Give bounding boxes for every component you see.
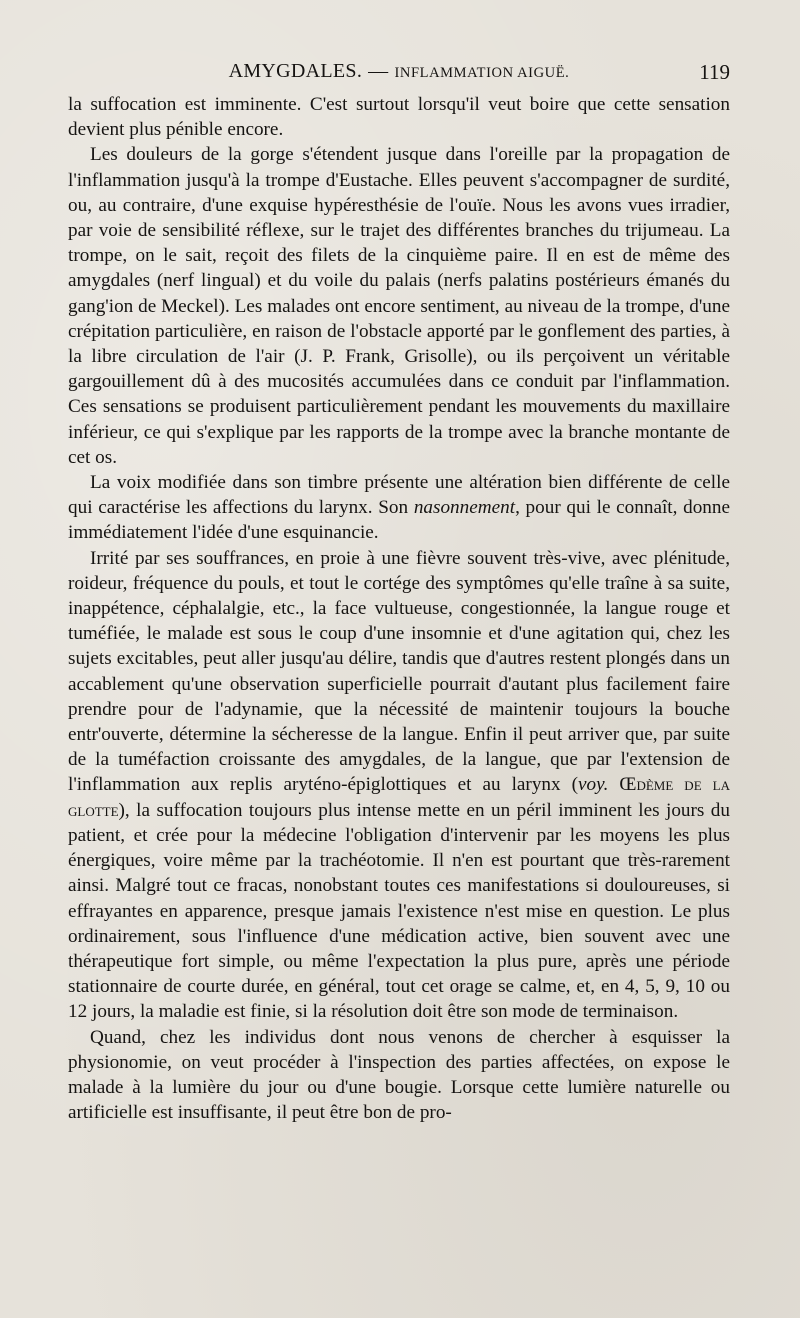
page-number: 119: [699, 60, 730, 84]
body-text: [68, 92, 730, 1125]
paragraph-5: Quand, chez les individus dont nous venons de chercher à esquisser la physionomie, on veut procéder à l'inspection des parties affectées, on expose le malade à la lumière du jour ou d'une bougie. Lorsque cette lumière naturelle ou artificielle est insuffisante, il peut être bon de pro-: [68, 1026, 730, 1124]
running-title-separator: —: [368, 60, 389, 82]
paragraph-3-part-2: , pour qui le connaît, donne immédiatement l'idée d'une esquinancie.: [68, 497, 730, 544]
running-subtitle: INFLAMMATION AIGUË.: [394, 65, 570, 81]
running-title-main: AMYGDALES.: [228, 60, 363, 82]
running-header: [68, 58, 730, 90]
paragraph-4-part-2: ), la suffocation toujours plus intense mette en un péril imminent les jours du patient, et crée pour la médecine l'obligation d'intervenir par les moyens les plus énergiques, voire même par la trachéotomie. Il n'en est pourtant que très-rarement ainsi. Malgré tout ce fracas, nonobstant toutes ces manifestations si douloureuses, si effrayantes en apparence, presque jamais l'existence n'est mise en question. Le plus ordinairement, sous l'influence d'une médication active, bien souvent avec une thérapeutique fort simple, ou même l'expectation la plus pure, après une période stationnaire de courte durée, en général, tout cet orage se calme, et, en 4, 5, 9, 10 ou 12 jours, la maladie est finie, si la résolution doit être son mode de terminaison.: [68, 799, 730, 1023]
paragraph-1: la suffocation est imminente. C'est surtout lorsqu'il veut boire que cette sensation devient plus pénible encore.: [68, 94, 730, 141]
paragraph-4: [68, 546, 730, 1025]
paragraph-3: [68, 470, 730, 546]
italic-term-nasonnement: nasonnement: [413, 497, 516, 519]
paragraph-4-part-1: Irrité par ses souffrances, en proie à une fièvre souvent très-vive, avec plénitude, roideur, fréquence du pouls, et tout le cortége des symptômes qu'elle traîne à sa suite, inappétence, céphalalgie, etc., la face vultueuse, congestionnée, la langue rouge et tuméfiée, le malade est sous le coup d'une insomnie et d'une agitation qui, chez les sujets excitables, peut aller jusqu'au délire, tandis que d'autres restent plongés dans un accablement qu'une observation superficielle pourrait d'autant plus facilement faire prendre pour de l'adynamie, que la nécessité de maintenir toujours la bouche entr'ouverte, détermine la sécheresse de la langue. Enfin il peut arriver que, par suite de la tuméfaction croissante des amygdales, de la langue, que par l'extension de l'inflammation aux replis aryténo-épiglottiques et au larynx (: [68, 547, 730, 796]
italic-voy: voy.: [578, 774, 609, 796]
running-title: [68, 60, 730, 83]
cross-reference-oedeme-glotte: Œdème de la glotte: [68, 774, 730, 821]
paragraph-2: Les douleurs de la gorge s'étendent jusque dans l'oreille par la propagation de l'inflammation jusqu'à la trompe d'Eustache. Elles peuvent s'accompagner de surdité, ou, au contraire, d'une exquise hypéresthésie de l'ouïe. Nous les avons vues irradier, par voie de sensibilité réflexe, sur le trajet des différentes branches du trijumeau. La trompe, on le sait, reçoit des filets de la cinquième paire. Il en est de même des amygdales (nerf lingual) et du voile du palais (nerfs palatins postérieurs émanés du gang'ion de Meckel). Les malades ont encore sentiment, au niveau de la trompe, d'une crépitation particulière, en raison de l'obstacle apporté par le gonflement des parties, à la libre circulation de l'air (J. P. Frank, Grisolle), ou ils perçoivent un véritable gargouillement dû à des mucosités accumulées dans ce conduit par l'inflammation. Ces sensations se produisent particulièrement pendant les mouvements du maxillaire inférieur, ce qui s'explique par les rapports de la trompe avec la branche montante de cet os.: [68, 144, 730, 468]
paragraph-3-part-1: La voix modifiée dans son timbre présente une altération bien différente de celle qui caractérise les affections du larynx. Son: [68, 472, 730, 519]
